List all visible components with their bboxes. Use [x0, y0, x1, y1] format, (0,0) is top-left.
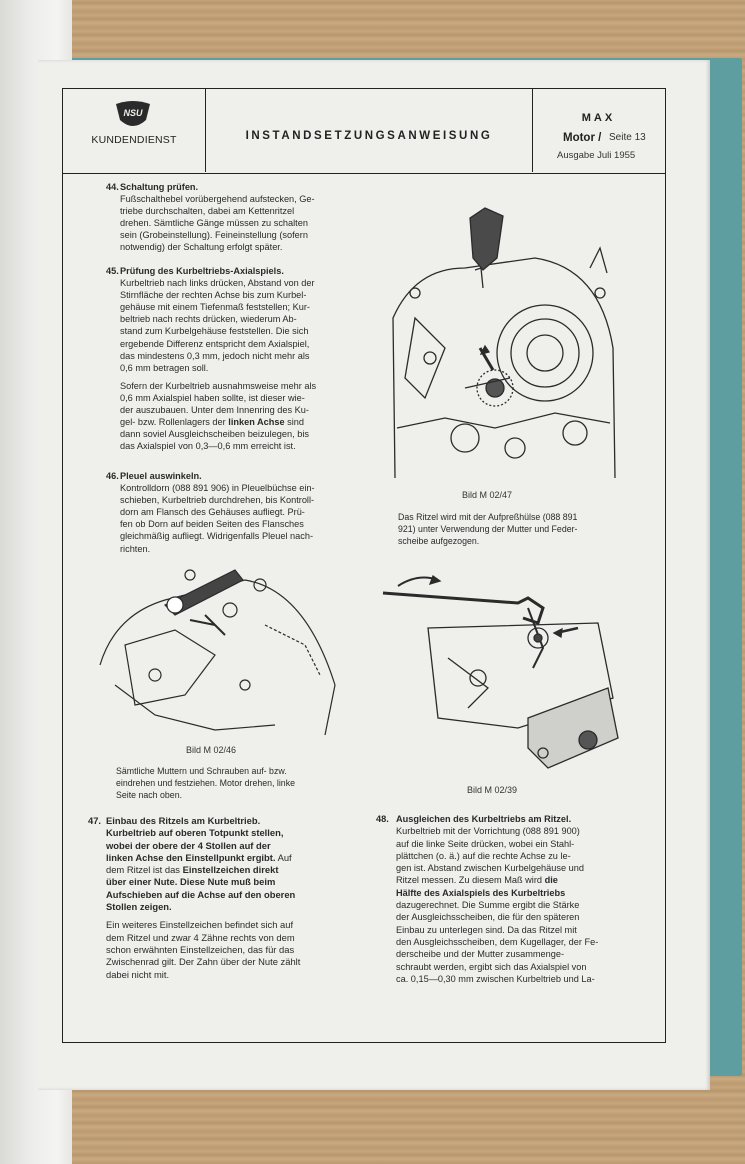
text-line: eindrehen und festziehen. Motor drehen, linke [116, 778, 295, 788]
document-title: INSTANDSETZUNGSANWEISUNG [245, 130, 493, 142]
text-line: gehäuse mit einem Tiefenmaß feststellen; Kur- [120, 302, 310, 313]
text-line: stand zum Kurbelgehäuse feststellen. Die sich [120, 326, 309, 337]
text-line: dabei nicht mit. [106, 968, 170, 980]
text-line: scheibe aufgezogen. [398, 536, 480, 546]
text-line: beltrieb nach rechts drücken, wiederum Ab- [120, 314, 297, 325]
text-line: Hälfte des Axialspiels des Kurbeltriebs [396, 887, 566, 898]
figure-m02-39-tool-illustration [378, 568, 623, 776]
section-number: 47. [88, 815, 102, 826]
text-line: gleichmäßig aufliegt. Widrigenfalls Pleuel nach- [120, 531, 314, 542]
section-number: 45. [106, 266, 119, 276]
text-line: schieben, Kurbeltrieb durchdrehen, bis Kontroll- [120, 495, 315, 506]
text-line: Kurbeltrieb nach links drücken, Abstand von der [120, 278, 315, 289]
text-line: fen ob Dorn auf beiden Seiten des Flansches [120, 519, 304, 530]
section-45 [106, 265, 358, 452]
text-line: das Axialspiel von 0,3—0,6 mm erreicht ist. [120, 441, 296, 452]
text-line: Kurbeltrieb mit der Vorrichtung (088 891 900) [396, 826, 580, 837]
text-line: das mindestens 0,3 mm, jedoch nicht mehr als [120, 350, 310, 361]
nsu-logo-icon [112, 100, 154, 130]
figure-m02-46-crankcase-illustration [95, 565, 345, 740]
text-line: Kontrolldorn (088 891 906) in Pleuelbüchse ein- [120, 483, 315, 494]
figure-caption: Bild M 02/39 [467, 785, 518, 795]
figure-m02-47-engine-illustration [385, 198, 620, 483]
text-line: plättchen (o. ä.) auf die rechte Achse zu le- [396, 850, 571, 861]
section-number: 44. [106, 182, 119, 192]
text-line: Stirnfläche der rechten Achse bis zum Kurbel- [120, 290, 307, 301]
section-48 [376, 813, 626, 985]
text-line: 0,6 mm Axialspiel haben sollte, ist dieser wie- [120, 392, 305, 403]
kundendienst-label: KUNDENDIENST [91, 134, 177, 146]
text-line: dorn am Flansch des Gehäuses aufliegt. Prü- [120, 507, 305, 518]
text-bold-fragment: linken Achse [228, 417, 285, 428]
figure-m02-46-text [116, 765, 356, 801]
section-number: 46. [106, 471, 119, 481]
text-line: Einbau zu unterlegen sind. Da das Ritzel mit [396, 924, 577, 935]
text-line: wobei der obere der 4 Stollen auf der [106, 839, 271, 851]
text-line: Kurbeltrieb auf oberen Totpunkt stellen, [106, 827, 284, 839]
text-line: Sofern der Kurbeltrieb ausnahmsweise mehr als [120, 380, 317, 391]
text-line: gen ist. Abstand zwischen Kurbelgehäuse und [396, 863, 584, 874]
text-fragment: Auf [275, 851, 292, 863]
text-line: der auszubauen. Unter dem Innenring des Ku- [120, 405, 309, 416]
page-header [62, 88, 666, 174]
header-logo-cell [62, 88, 206, 172]
text-line: Stollen zeigen. [106, 901, 172, 913]
text-line: triebe durchschalten, dabei am Kettenritzel [120, 206, 295, 217]
figure-caption: Bild M 02/47 [462, 490, 513, 500]
header-info-cell [533, 88, 664, 172]
text-line: dem Ritzel und zwar 4 Zähne rechts von dem [106, 931, 295, 943]
text-line: drehen. Sämtliche Gänge müssen zu schalten [120, 218, 308, 229]
section-44 [106, 181, 358, 254]
model-name: MAX [581, 112, 616, 124]
page-number: Seite 13 [609, 132, 646, 143]
text-line: Aufschieben auf die Achse auf den oberen [106, 888, 296, 900]
text-line: Seite nach oben. [116, 790, 183, 800]
text-bold-fragment: linken Achse den Einstellpunkt ergibt. [106, 851, 276, 863]
text-bold-fragment: Einstellzeichen direkt [182, 864, 279, 876]
text-line: schraubt werden, ergibt sich das Axialspiel von [396, 961, 587, 972]
header-title-cell [206, 88, 533, 172]
text-line: der Ausgleichsscheiben, die für den späteren [396, 912, 580, 923]
text-line: ergebende Differenz entspricht dem Axialspiel, [120, 338, 310, 349]
text-line: derscheibe und der Mutter zusammenge- [396, 949, 565, 960]
text-line: schon erwähnten Einstellzeichen, das für das [106, 943, 295, 955]
text-line: Zwischenrad gilt. Der Zahn über der Nute zählt [106, 956, 301, 968]
text-bold-fragment: die [544, 875, 558, 886]
section-47 [88, 815, 346, 981]
section-number: 48. [376, 814, 389, 824]
figure-m02-47-text [398, 511, 618, 547]
text-line: den Ausgleichsscheiben, dem Kugellager, der Fe- [396, 936, 599, 947]
svg-text:NSU: NSU [123, 108, 143, 118]
section-46 [106, 470, 358, 555]
text-line: über einer Nute. Diese Nute muß beim [106, 876, 276, 888]
text-line: dann soviel Ausgleichscheiben beizulegen, bis [120, 429, 309, 440]
text-line: dazugerechnet. Die Summe ergibt die Stärke [396, 900, 580, 911]
text-line: Ein weiteres Einstellzeichen befindet sich auf [106, 919, 294, 931]
text-line: Fußschalthebel vorübergehend aufstecken, Ge- [120, 194, 315, 205]
edition-date: Ausgabe Juli 1955 [557, 150, 636, 161]
text-fragment: gel- bzw. Rollenlagers der [120, 417, 229, 428]
figure-caption: Bild M 02/46 [186, 745, 237, 755]
text-line: 921) unter Verwendung der Mutter und Feder- [398, 524, 578, 534]
section-heading: Ausgleichen des Kurbeltriebs am Ritzel. [396, 814, 572, 824]
section-heading: Einbau des Ritzels am Kurbeltrieb. [106, 815, 261, 826]
text-line: richten. [120, 543, 151, 554]
text-line: Das Ritzel wird mit der Aufpreßhülse (088 891 [398, 512, 578, 522]
text-line: 0,6 mm betragen soll. [120, 362, 209, 373]
text-line: ca. 0,15—0,30 mm zwischen Kurbeltrieb und La- [396, 973, 595, 984]
motor-label: Motor / [563, 132, 602, 144]
text-line: notwendig) der Schaltung erfolgt später. [120, 242, 283, 253]
text-fragment: sind [284, 417, 305, 428]
text-fragment: Ritzel messen. Zu diesem Maß wird [396, 875, 545, 886]
text-line: auf die linke Seite drücken, wobei ein Stahl- [396, 838, 575, 849]
section-heading: Prüfung des Kurbeltriebs-Axialspiels. [120, 266, 284, 276]
section-heading: Pleuel auswinkeln. [120, 471, 202, 481]
section-heading: Schaltung prüfen. [120, 182, 199, 192]
text-line: Sämtliche Muttern und Schrauben auf- bzw. [116, 766, 287, 776]
text-fragment: dem Ritzel ist das [106, 864, 183, 876]
text-line: sein (Grobeinstellung). Feineinstellung (sofern [120, 230, 308, 241]
